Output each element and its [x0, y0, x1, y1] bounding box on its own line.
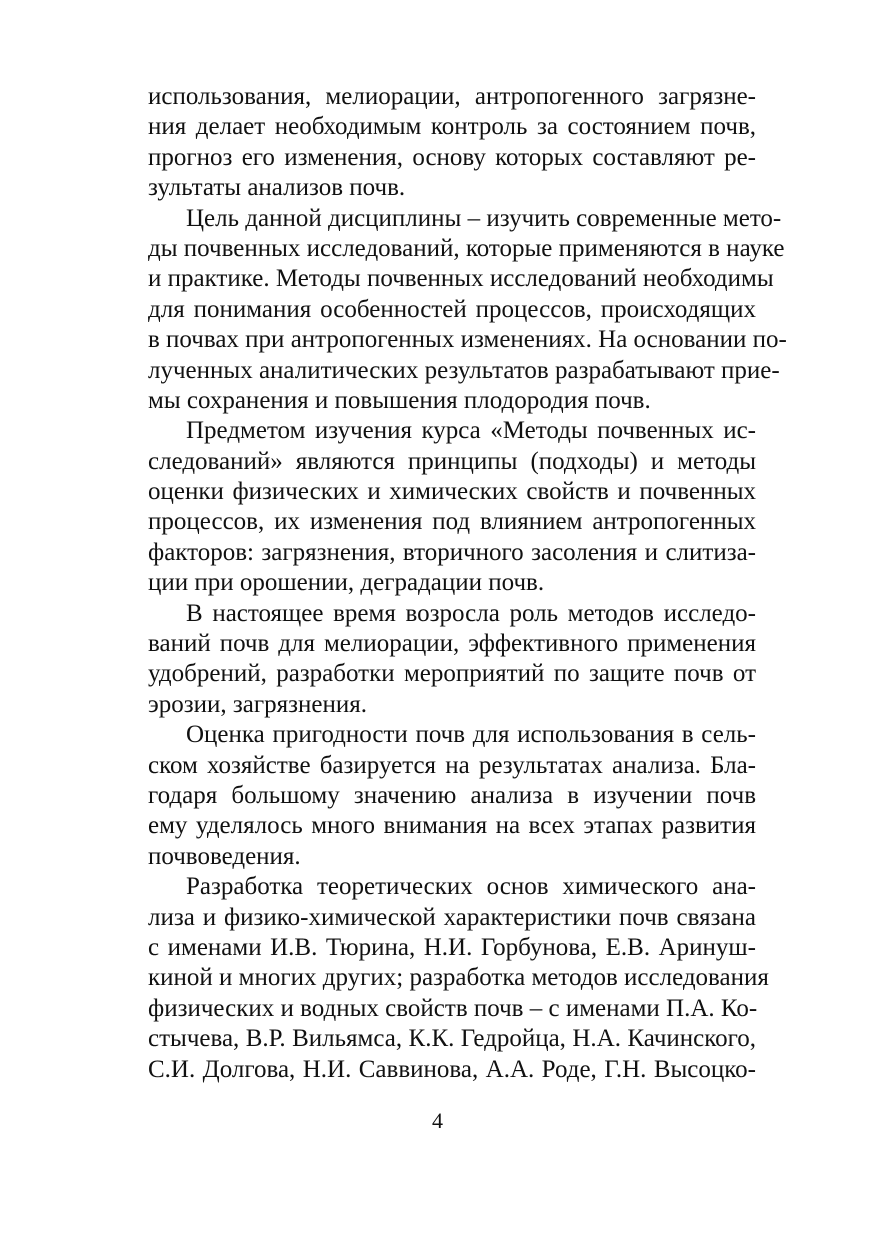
paragraph-5-line-4: ему уделялось много внимания на всех этапах развития	[148, 812, 756, 840]
paragraph-3-line-5: факторов: загрязнения, вторичного засоления и слитиза-	[148, 538, 756, 566]
paragraph-4-line-2: ваний почв для мелиорации, эффективного применения	[148, 630, 756, 658]
paragraph-4-line-3: удобрений, разработки мероприятий по защите почв от	[148, 660, 756, 688]
paragraph-5-line-1: Оценка пригодности почв для использования в сель-	[186, 721, 756, 749]
paragraph-6-line-6: стычева, В.Р. Вильямса, К.К. Гедройца, Н.А. Качинского,	[148, 1025, 756, 1053]
paragraph-3-line-4: процессов, их изменения под влиянием антропогенных	[148, 508, 756, 536]
paragraph-6-line-1: Разработка теоретических основ химического ана-	[186, 873, 756, 901]
paragraph-2-line-6: лученных аналитических результатов разрабатывают прие-	[148, 356, 780, 384]
paragraph-5-line-2: ском хозяйстве базируется на результатах анализа. Бла-	[148, 751, 756, 779]
paragraph-6-line-5: физических и водных свойств почв – с именами П.А. Ко-	[148, 994, 758, 1022]
paragraph-1-line-3: прогноз его изменения, основу которых составляют ре-	[148, 143, 756, 171]
paragraph-2-line-4: для понимания особенностей процессов, происходящих	[148, 295, 756, 323]
paragraph-5-line-3: годаря большому значению анализа в изучении почв	[148, 781, 756, 809]
paragraph-3-line-2: следований» являются принципы (подходы) и методы	[148, 447, 756, 475]
paragraph-3-line-6: ции при орошении, деградации почв.	[148, 569, 545, 597]
paragraph-2-line-2: ды почвенных исследований, которые применяются в науке	[148, 234, 785, 262]
paragraph-6-line-4: киной и многих других; разработка методов исследования	[148, 964, 769, 992]
paragraph-3-line-3: оценки физических и химических свойств и почвенных	[148, 478, 756, 506]
body-text	[148, 82, 787, 1085]
paragraph-6-line-3: с именами И.В. Тюрина, Н.И. Горбунова, Е.В. Аринуш-	[148, 933, 756, 961]
paragraph-2-line-1: Цель данной дисциплины – изучить современные мето-	[186, 204, 782, 232]
paragraph-4-line-4: эрозии, загрязнения.	[148, 690, 367, 718]
page-number: 4	[432, 1108, 443, 1133]
paragraph-6-line-7: С.И. Долгова, Н.И. Саввинова, А.А. Роде, Г.Н. Высоцко-	[148, 1055, 756, 1083]
paragraph-6-line-2: лиза и физико-химической характеристики почв связана	[148, 903, 756, 931]
paragraph-2-line-7: мы сохранения и повышения плодородия почв.	[148, 386, 651, 414]
paragraph-1-line-4: зультаты анализов почв.	[148, 174, 406, 202]
paragraph-2-line-5: в почвах при антропогенных изменениях. На основании по-	[148, 326, 787, 354]
paragraph-4-line-1: В настоящее время возросла роль методов исследо-	[186, 599, 756, 627]
paragraph-5-line-5: почвоведения.	[148, 842, 301, 870]
paragraph-2-line-3: и практике. Методы почвенных исследований необходимы	[148, 265, 774, 293]
paragraph-1-line-2: ния делает необходимым контроль за состоянием почв,	[148, 113, 756, 141]
paragraph-1-line-1: использования, мелиорации, антропогенного загрязне-	[148, 83, 756, 110]
paragraph-3-line-1: Предметом изучения курса «Методы почвенных ис-	[186, 417, 756, 445]
